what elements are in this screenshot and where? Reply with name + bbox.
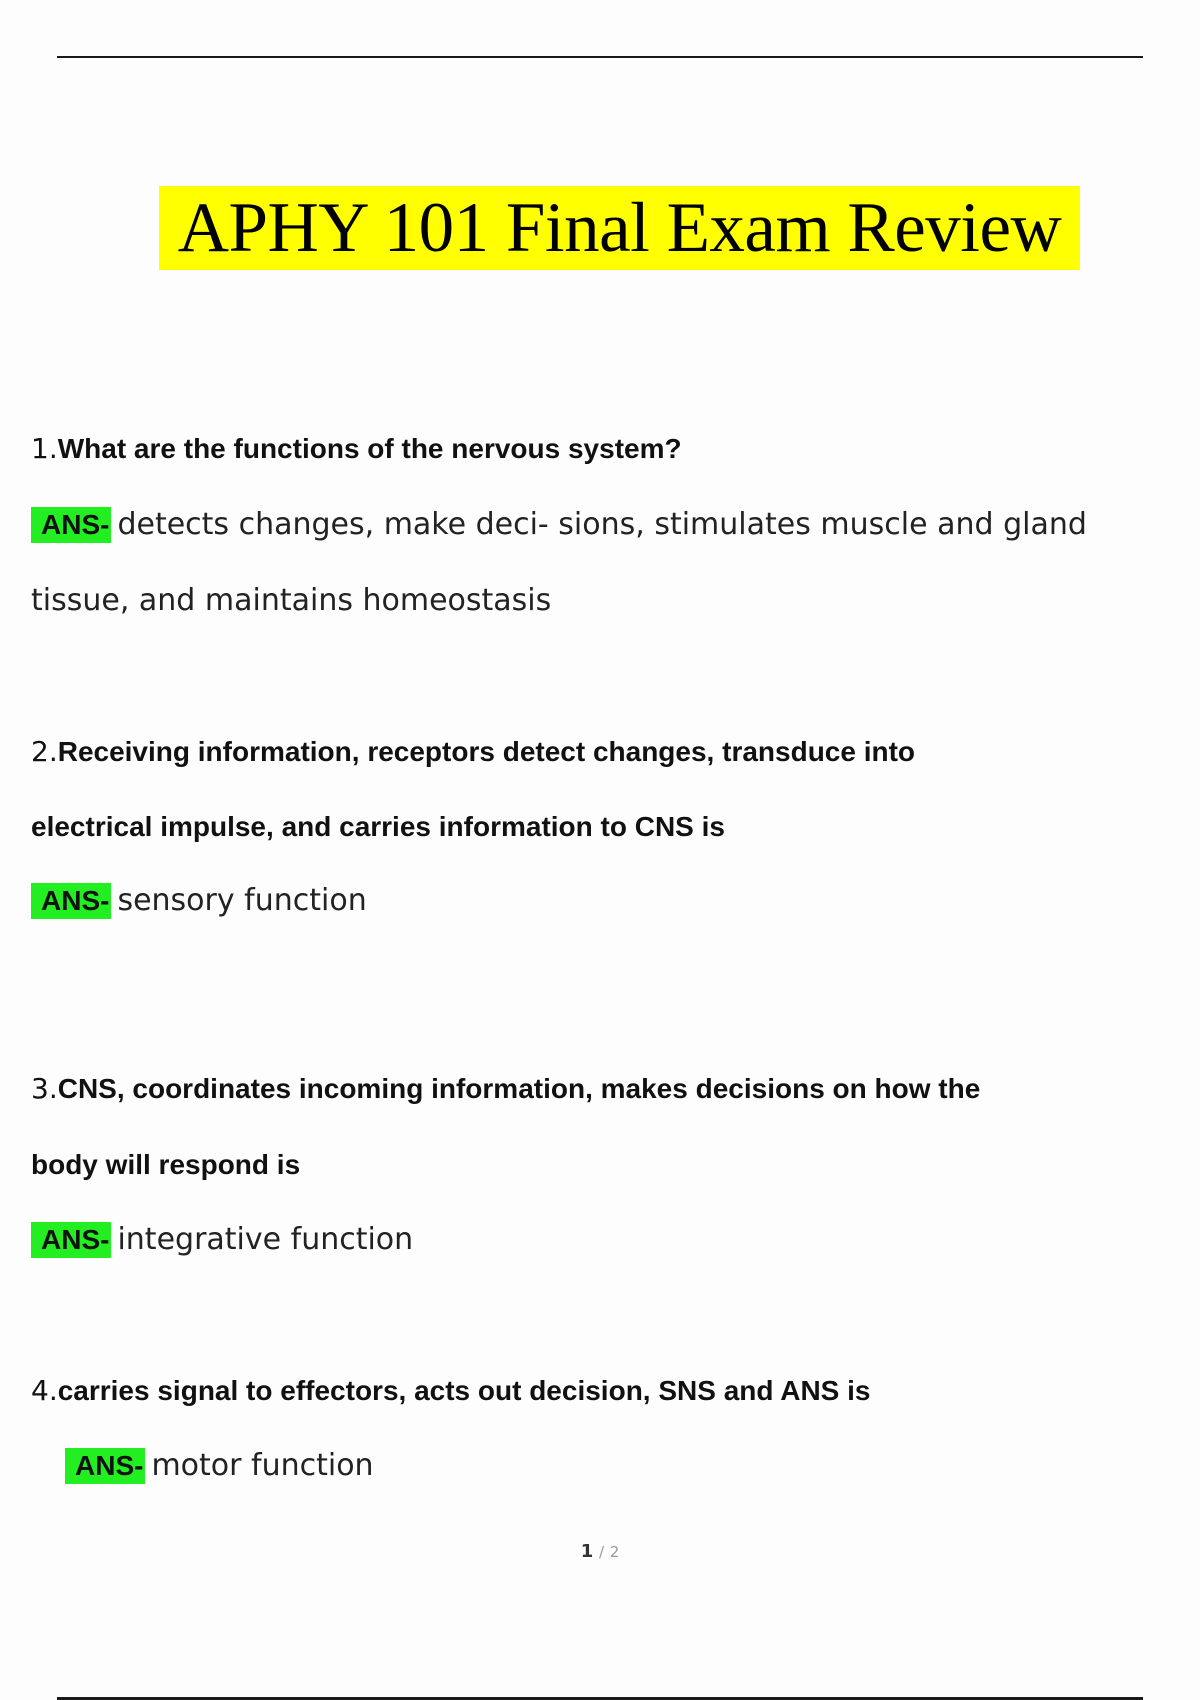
- answer-2: [31, 883, 367, 919]
- question-text: Receiving information, receptors detect changes, transduce into: [57, 736, 916, 767]
- answer-1-continuation: tissue, and maintains homeostasis: [31, 583, 552, 618]
- question-1: [31, 432, 682, 466]
- question-3: [31, 1072, 980, 1106]
- question-3-continuation: body will respond is: [31, 1149, 301, 1180]
- title-highlight: [159, 186, 1080, 270]
- answer-text: motor function: [151, 1448, 374, 1483]
- question-text: carries signal to effectors, acts out decision, SNS and ANS is: [57, 1375, 871, 1406]
- answer-text: sensory function: [117, 883, 367, 918]
- total-pages: 2: [609, 1543, 620, 1561]
- top-rule: [57, 56, 1143, 58]
- question-number: 1.: [31, 432, 58, 465]
- answer-label-badge: ANS-: [31, 1222, 111, 1258]
- question-text: What are the functions of the nervous system?: [57, 433, 682, 464]
- answer-label-badge: ANS-: [65, 1448, 145, 1484]
- question-4: [31, 1374, 870, 1408]
- answer-text: detects changes, make deci- sions, stimulates muscle and gland: [117, 507, 1087, 542]
- answer-label-badge: ANS-: [31, 883, 111, 919]
- question-2: [31, 735, 915, 769]
- page-title: APHY 101 Final Exam Review: [177, 189, 1062, 267]
- answer-4: [65, 1448, 374, 1484]
- page-separator: /: [598, 1543, 605, 1561]
- question-number: 3.: [31, 1072, 58, 1105]
- question-2-continuation: electrical impulse, and carries information to CNS is: [31, 811, 725, 842]
- answer-3: [31, 1222, 413, 1258]
- question-number: 4.: [31, 1374, 58, 1407]
- current-page: 1: [580, 1541, 594, 1562]
- answer-text: integrative function: [117, 1222, 414, 1257]
- question-text: CNS, coordinates incoming information, makes decisions on how the: [57, 1073, 981, 1104]
- page-indicator: [0, 1541, 1200, 1562]
- question-number: 2.: [31, 735, 58, 768]
- answer-1: [31, 507, 1087, 543]
- answer-label-badge: ANS-: [31, 507, 111, 543]
